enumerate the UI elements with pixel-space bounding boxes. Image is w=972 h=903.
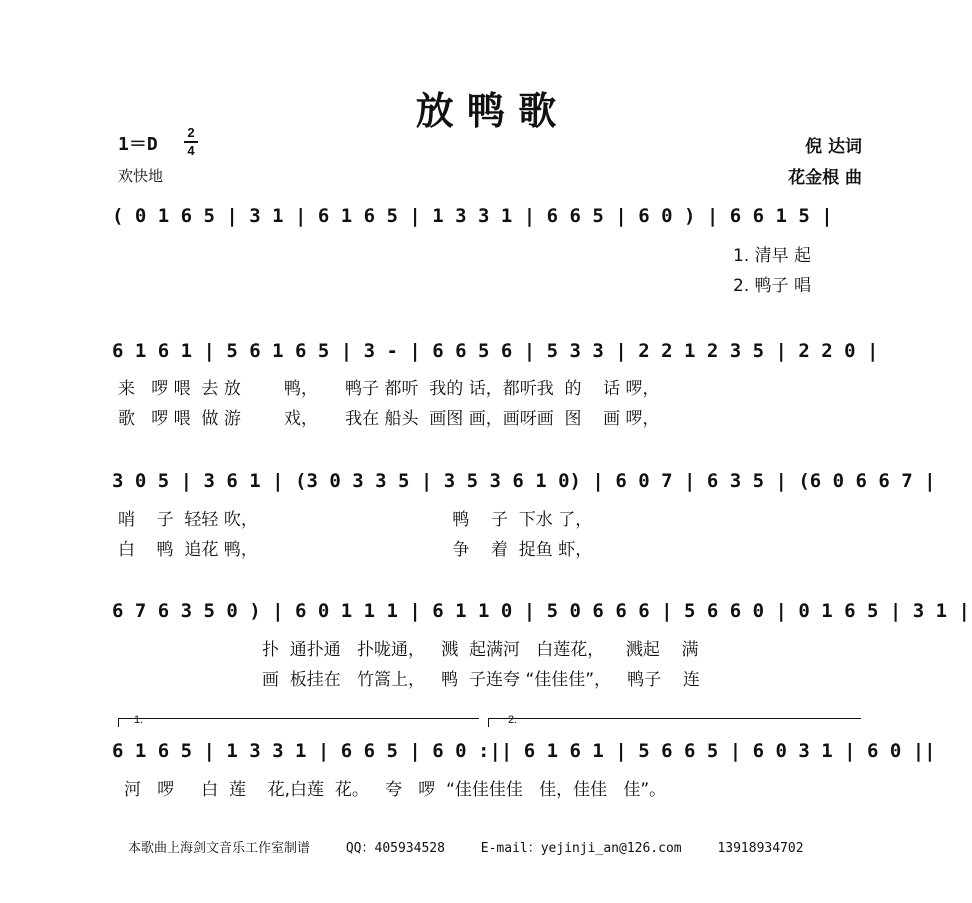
lyric-line-4-verse-1: 扑 通扑通 扑咙通， 溅 起满河 白莲花， 溅起 满 — [262, 640, 699, 660]
tempo-marking: 欢快地 — [118, 167, 164, 185]
lyric-line-2-verse-2: 歌 啰 喂 做 游 戏， 我在 船头 画图 画，画呀画 图 画 啰， — [118, 409, 660, 429]
composer-credit: 花金根 曲 — [788, 168, 862, 188]
volta-bracket-1 — [118, 718, 479, 727]
footer-email: E-mail：yejinji_an@126.com — [480, 841, 682, 856]
time-bottom: 4 — [187, 143, 195, 158]
volta-number-1: 1. — [134, 714, 144, 726]
notation-line-1: ( 0 1 6 5 | 3 1 | 6 1 6 5 | 1 3 3 1 | 6 6 5 | 6 0 ) | 6 6 1 5 | — [112, 205, 833, 227]
lyric-line-3-verse-1: 哨 子 轻轻 吹， 鸭 子 下水 了， — [118, 510, 593, 530]
lyric-line-2-verse-1: 来 啰 喂 去 放 鸭， 鸭子 都听 我的 话，都听我 的 话 啰， — [118, 379, 660, 399]
lyric-line-4-verse-2: 画 板挂在 竹篙上， 鸭 子连夸 “佳佳佳”， 鸭子 连 — [262, 670, 700, 690]
lyricist-credit: 倪 达词 — [805, 137, 862, 157]
time-signature — [184, 126, 198, 158]
footer-phone: 13918934702 — [717, 841, 804, 856]
notation-line-5: 6 1 6 5 | 1 3 3 1 | 6 6 5 | 6 0 :|| 6 1 6 1 | 5 6 6 5 | 6 0 3 1 | 6 0 || — [112, 740, 936, 762]
song-title: 放 鸭 歌 — [415, 88, 557, 133]
footer-qq: QQ：405934528 — [345, 841, 445, 856]
notation-line-2: 6 1 6 1 | 5 6 1 6 5 | 3 - | 6 6 5 6 | 5 3 3 | 2 2 1 2 3 5 | 2 2 0 | — [112, 340, 879, 362]
key-signature: 1＝D — [118, 134, 158, 155]
time-top: 2 — [187, 125, 195, 140]
volta-bracket-2 — [488, 718, 861, 727]
lyric-line-1-verse-1: 1. 清早 起 — [733, 246, 812, 266]
lyric-line-1-verse-2: 2. 鸭子 唱 — [733, 276, 812, 296]
notation-line-4: 6 7 6 3 5 0 ) | 6 0 1 1 1 | 6 1 1 0 | 5 0 6 6 6 | 5 6 6 0 | 0 1 6 5 | 3 1 | — [112, 600, 970, 622]
footer-studio: 本歌曲上海剑文音乐工作室制谱 — [128, 841, 311, 856]
volta-number-2: 2. — [508, 714, 518, 726]
footer — [128, 837, 832, 856]
lyric-line-5: 河 啰 白 莲 花,白莲 花。 夸 啰 “佳佳佳佳 佳，佳佳 佳”。 — [124, 780, 667, 800]
lyric-line-3-verse-2: 白 鸭 追花 鸭， 争 着 捉鱼 虾， — [118, 540, 593, 560]
notation-line-3: 3 0 5 | 3 6 1 | (3 0 3 3 5 | 3 5 3 6 1 0) | 6 0 7 | 6 3 5 | (6 0 6 6 7 | — [112, 470, 936, 492]
